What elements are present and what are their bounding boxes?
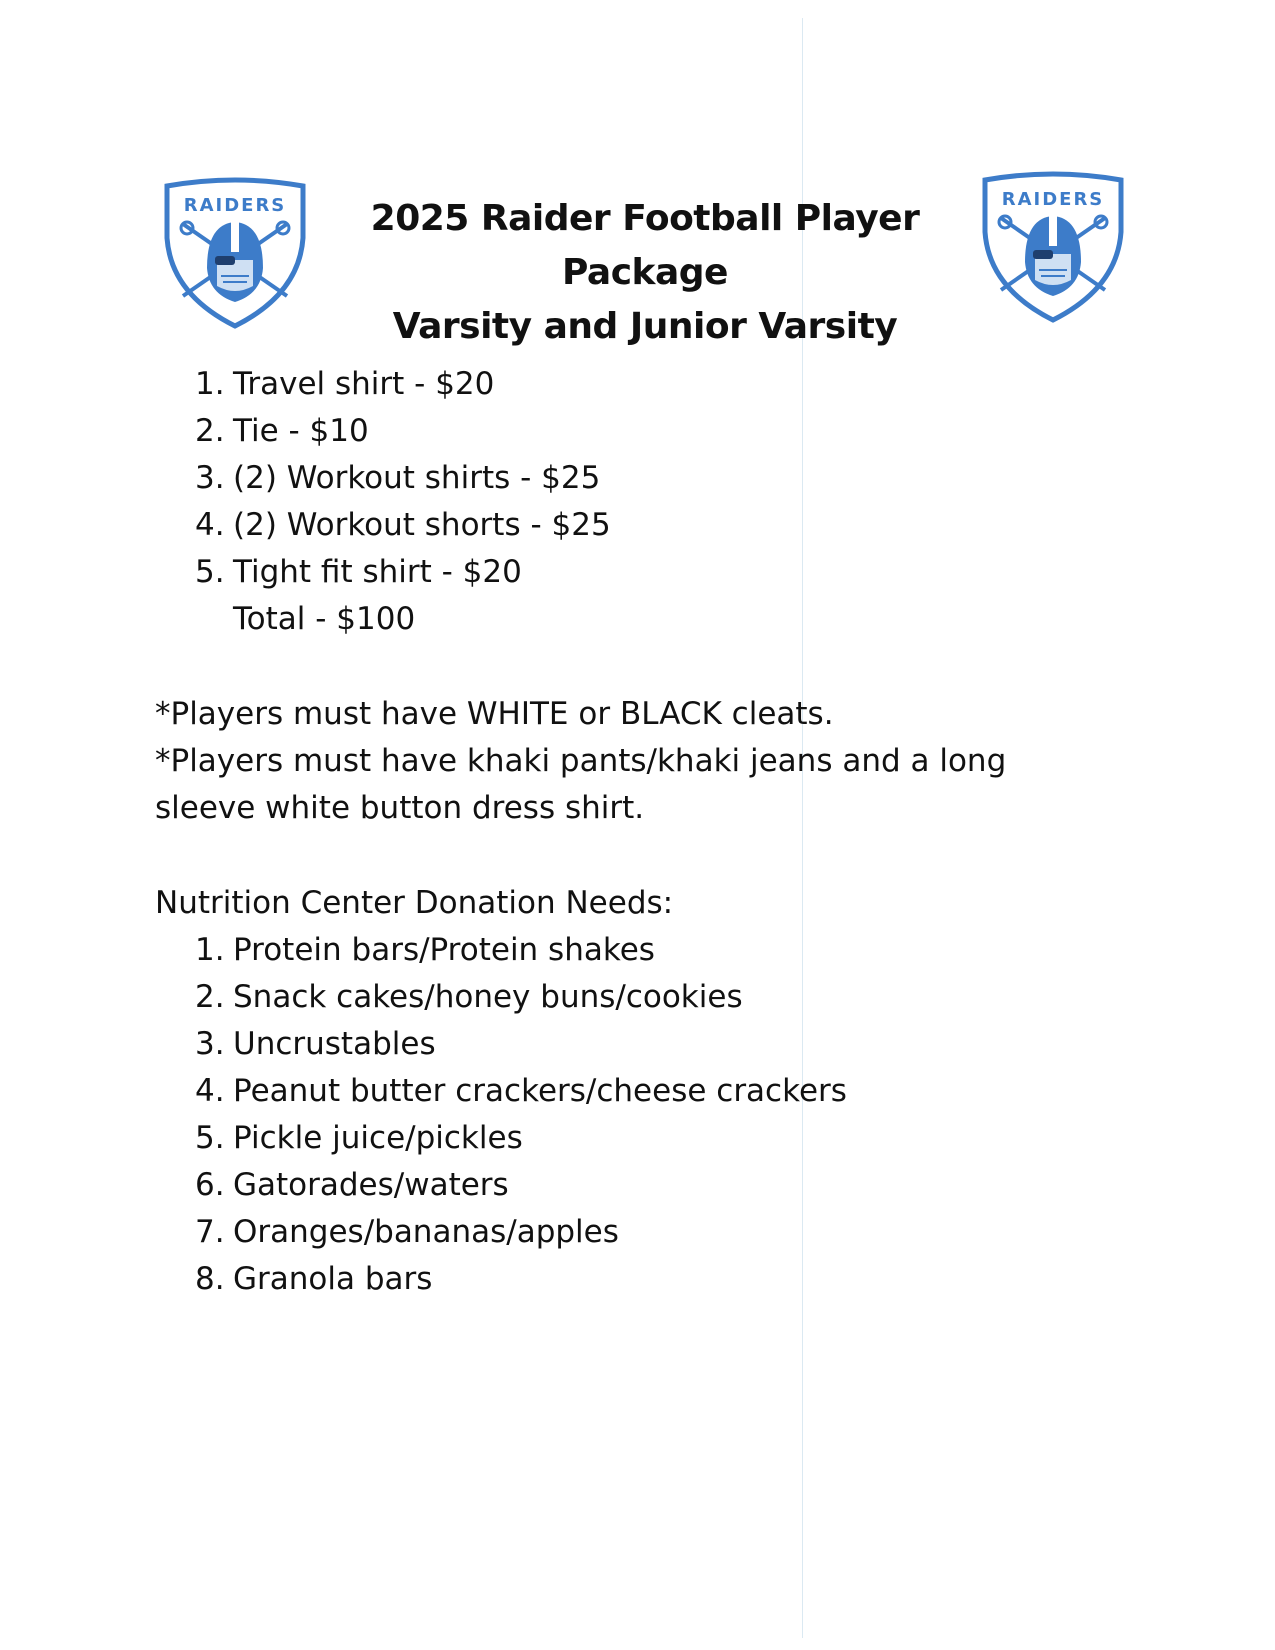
- nutrition-item: [195, 1118, 523, 1158]
- nutrition-item: [195, 1071, 847, 1111]
- item-number: 6.: [195, 1167, 225, 1203]
- item-number: 2.: [195, 413, 225, 449]
- item-text: Pickle juice/pickles: [233, 1120, 523, 1156]
- item-number: 5.: [195, 1120, 225, 1156]
- item-text: Travel shirt - $20: [233, 366, 495, 402]
- item-text: (2) Workout shirts - $25: [233, 460, 601, 496]
- item-number: 3.: [195, 1026, 225, 1062]
- raiders-shield-logo-left: [161, 176, 309, 330]
- item-number: 3.: [195, 460, 225, 496]
- package-item: [195, 505, 611, 545]
- page-title: 2025 Raider Football Player Package: [370, 198, 920, 293]
- nutrition-item: [195, 1259, 432, 1299]
- package-total: Total - $100: [233, 601, 416, 637]
- note-cleats: *Players must have WHITE or BLACK cleats.: [155, 696, 834, 732]
- item-number: 8.: [195, 1261, 225, 1297]
- nutrition-item: [195, 977, 743, 1017]
- title-block: [300, 192, 990, 354]
- item-number: 4.: [195, 507, 225, 543]
- item-number: 5.: [195, 554, 225, 590]
- item-text: Tight fit shirt - $20: [233, 554, 522, 590]
- note-attire-line2: sleeve white button dress shirt.: [155, 790, 645, 826]
- item-number: 1.: [195, 932, 225, 968]
- item-text: Uncrustables: [233, 1026, 436, 1062]
- item-text: Gatorades/waters: [233, 1167, 509, 1203]
- item-number: 4.: [195, 1073, 225, 1109]
- logo-text: RAIDERS: [1001, 189, 1105, 210]
- item-text: Protein bars/Protein shakes: [233, 932, 655, 968]
- nutrition-item: [195, 930, 655, 970]
- package-item: [195, 458, 600, 498]
- note-attire-line1: *Players must have khaki pants/khaki jeans and a long: [155, 743, 1007, 779]
- page-subtitle: Varsity and Junior Varsity: [392, 306, 898, 347]
- logo-text: RAIDERS: [183, 195, 287, 216]
- item-text: Snack cakes/honey buns/cookies: [233, 979, 743, 1015]
- nutrition-item: [195, 1165, 509, 1205]
- item-text: Oranges/bananas/apples: [233, 1214, 619, 1250]
- item-text: (2) Workout shorts - $25: [233, 507, 611, 543]
- item-text: Peanut butter crackers/cheese crackers: [233, 1073, 847, 1109]
- package-item: [195, 411, 369, 451]
- nutrition-item: [195, 1212, 619, 1252]
- package-item: [195, 364, 494, 404]
- item-text: Granola bars: [233, 1261, 433, 1297]
- item-number: 2.: [195, 979, 225, 1015]
- package-item: [195, 552, 522, 592]
- nutrition-heading: Nutrition Center Donation Needs:: [155, 885, 674, 921]
- item-number: 7.: [195, 1214, 225, 1250]
- item-text: Tie - $10: [233, 413, 369, 449]
- raiders-shield-logo-right: [979, 170, 1127, 324]
- nutrition-item: [195, 1024, 436, 1064]
- item-number: 1.: [195, 366, 225, 402]
